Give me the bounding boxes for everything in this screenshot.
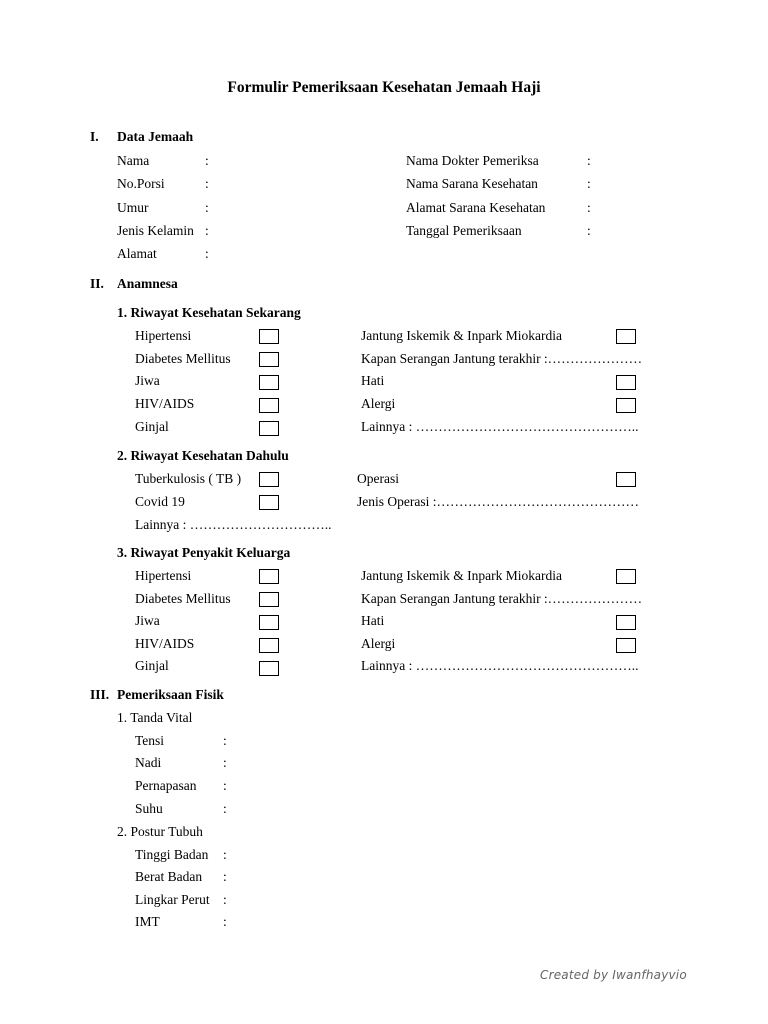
berat-badan-colon: : (223, 869, 227, 884)
rd-operasi-checkbox[interactable] (616, 472, 636, 487)
rd-covid-checkbox[interactable] (259, 495, 279, 510)
postur-tubuh-title: 2. Postur Tubuh (117, 824, 203, 839)
page-title: Formulir Pemeriksaan Kesehatan Jemaah Haji (227, 79, 541, 96)
rk-diabetes-checkbox[interactable] (259, 592, 279, 607)
riwayat-sekarang-title: 1. Riwayat Kesehatan Sekarang (117, 305, 301, 320)
rk-alergi-label: Alergi (361, 636, 396, 651)
rd-tb-checkbox[interactable] (259, 472, 279, 487)
tanda-vital-title: 1. Tanda Vital (117, 710, 193, 725)
pernapasan-label: Pernapasan (135, 778, 197, 793)
section-3-number: III. (90, 687, 110, 702)
jenis-kelamin-colon: : (205, 223, 209, 238)
section-3-title: Pemeriksaan Fisik (117, 687, 224, 702)
rs-diabetes-checkbox[interactable] (259, 352, 279, 367)
rk-jiwa-checkbox[interactable] (259, 615, 279, 630)
alamat-sarana-label: Alamat Sarana Kesehatan (406, 200, 546, 215)
nama-dokter-label: Nama Dokter Pemeriksa (406, 153, 539, 168)
tensi-colon: : (223, 733, 227, 748)
rk-jiwa-label: Jiwa (135, 613, 160, 628)
tanggal-pemeriksaan-colon: : (587, 223, 591, 238)
rs-alergi-checkbox[interactable] (616, 398, 636, 413)
rk-hipertensi-label: Hipertensi (135, 568, 192, 583)
rs-hiv-label: HIV/AIDS (135, 396, 195, 411)
rk-hiv-checkbox[interactable] (259, 638, 279, 653)
no-porsi-colon: : (205, 176, 209, 191)
rs-alergi-label: Alergi (361, 396, 396, 411)
rs-hiv-checkbox[interactable] (259, 398, 279, 413)
rs-jiwa-checkbox[interactable] (259, 375, 279, 390)
rk-ginjal-label: Ginjal (135, 658, 169, 673)
tinggi-badan-colon: : (223, 847, 227, 862)
rs-jantung-label: Jantung Iskemik & Inpark Miokardia (361, 328, 562, 343)
rs-hipertensi-checkbox[interactable] (259, 329, 279, 344)
riwayat-dahulu-title: 2. Riwayat Kesehatan Dahulu (117, 448, 289, 463)
nama-colon: : (205, 153, 209, 168)
riwayat-keluarga-title: 3. Riwayat Penyakit Keluarga (117, 545, 291, 560)
alamat-sarana-colon: : (587, 200, 591, 215)
nama-sarana-label: Nama Sarana Kesehatan (406, 176, 538, 191)
rk-hati-checkbox[interactable] (616, 615, 636, 630)
rs-kapan-serangan-field[interactable]: Kapan Serangan Jantung terakhir :………………… (361, 351, 643, 366)
umur-colon: : (205, 200, 209, 215)
suhu-colon: : (223, 801, 227, 816)
section-2-title: Anamnesa (117, 276, 178, 291)
jenis-kelamin-label: Jenis Kelamin (117, 223, 194, 238)
rk-hipertensi-checkbox[interactable] (259, 569, 279, 584)
rs-jiwa-label: Jiwa (135, 373, 160, 388)
rk-hati-label: Hati (361, 613, 385, 628)
umur-label: Umur (117, 200, 149, 215)
imt-colon: : (223, 914, 227, 929)
imt-label: IMT (135, 914, 160, 929)
rk-alergi-checkbox[interactable] (616, 638, 636, 653)
rs-hati-label: Hati (361, 373, 385, 388)
section-1-title: Data Jemaah (117, 129, 194, 144)
rk-jantung-checkbox[interactable] (616, 569, 636, 584)
berat-badan-label: Berat Badan (135, 869, 203, 884)
nadi-label: Nadi (135, 755, 162, 770)
section-1-number: I. (90, 129, 99, 144)
suhu-label: Suhu (135, 801, 163, 816)
rk-jantung-label: Jantung Iskemik & Inpark Miokardia (361, 568, 562, 583)
rs-ginjal-label: Ginjal (135, 419, 169, 434)
lingkar-perut-colon: : (223, 892, 227, 907)
nama-dokter-colon: : (587, 153, 591, 168)
rd-jenis-operasi-field[interactable]: Jenis Operasi :……………………………………… (357, 494, 639, 509)
rd-tb-label: Tuberkulosis ( TB ) (135, 471, 242, 486)
nama-sarana-colon: : (587, 176, 591, 191)
rs-jantung-checkbox[interactable] (616, 329, 636, 344)
rs-ginjal-checkbox[interactable] (259, 421, 279, 436)
rk-kapan-serangan-field[interactable]: Kapan Serangan Jantung terakhir :………………… (361, 591, 643, 606)
nama-label: Nama (117, 153, 150, 168)
rk-hiv-label: HIV/AIDS (135, 636, 195, 651)
pernapasan-colon: : (223, 778, 227, 793)
tensi-label: Tensi (135, 733, 165, 748)
rs-hipertensi-label: Hipertensi (135, 328, 192, 343)
alamat-label: Alamat (117, 246, 157, 261)
tinggi-badan-label: Tinggi Badan (135, 847, 209, 862)
alamat-colon: : (205, 246, 209, 261)
rd-covid-label: Covid 19 (135, 494, 185, 509)
rk-diabetes-label: Diabetes Mellitus (135, 591, 231, 606)
tanggal-pemeriksaan-label: Tanggal Pemeriksaan (406, 223, 522, 238)
rs-hati-checkbox[interactable] (616, 375, 636, 390)
section-2-number: II. (90, 276, 104, 291)
rd-operasi-label: Operasi (357, 471, 399, 486)
rs-lainnya-field[interactable]: Lainnya : ………………………………………….. (361, 419, 639, 434)
lingkar-perut-label: Lingkar Perut (135, 892, 210, 907)
rk-lainnya-field[interactable]: Lainnya : ………………………………………….. (361, 658, 639, 673)
footer-credit: Created by Iwanfhayvio (540, 968, 687, 982)
no-porsi-label: No.Porsi (117, 176, 165, 191)
nadi-colon: : (223, 755, 227, 770)
rs-diabetes-label: Diabetes Mellitus (135, 351, 231, 366)
rd-lainnya-field[interactable]: Lainnya : ………………………….. (135, 517, 332, 532)
rk-ginjal-checkbox[interactable] (259, 661, 279, 676)
